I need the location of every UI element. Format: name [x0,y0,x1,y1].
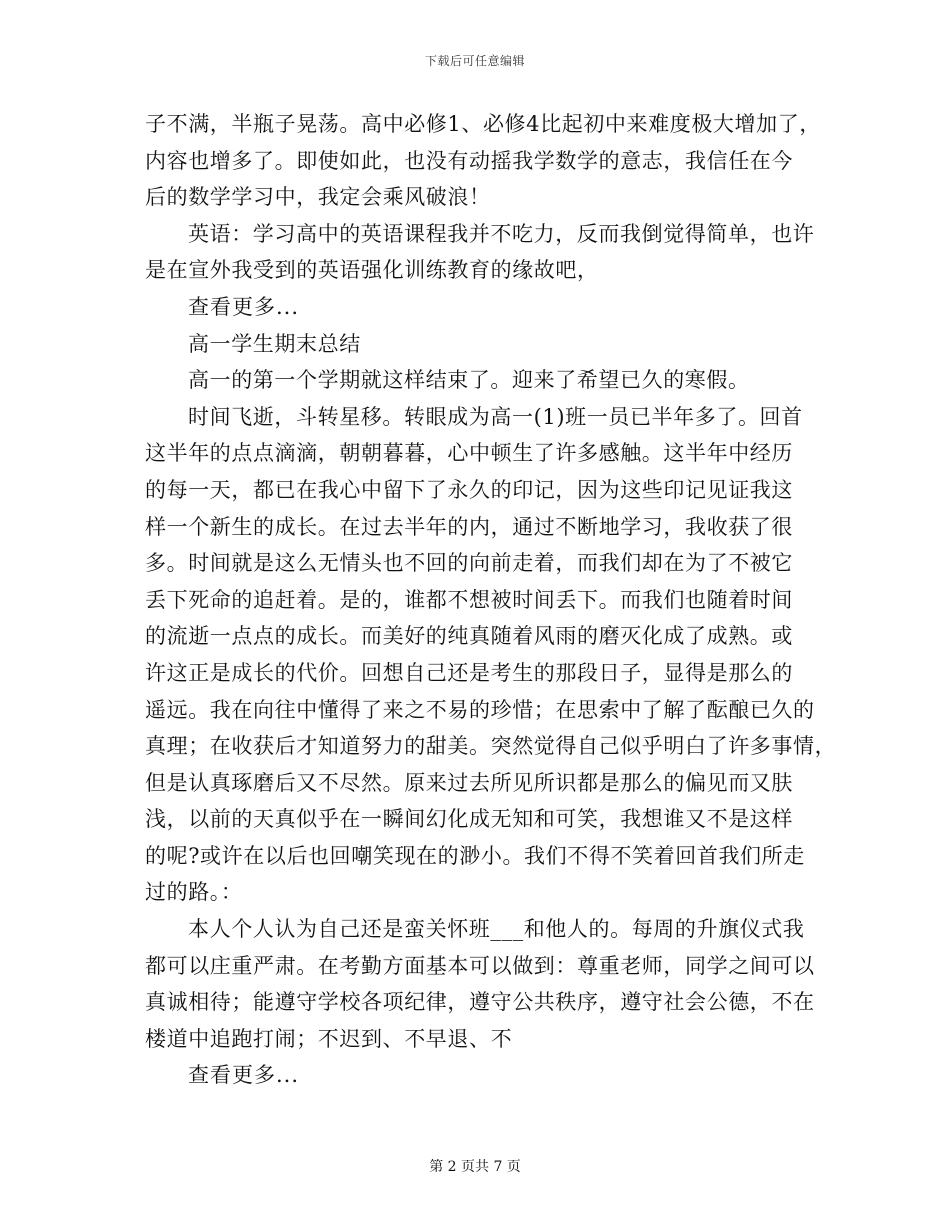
text-line: 楼道中追跑打闹；不迟到、不早退、不 [145,1026,513,1051]
text-line: 许这正是成长的代价。回想自己还是考生的那段日子，显得是那么的 [145,660,793,685]
text-line: 的呢?或许在以后也回嘲笑现在的渺小。我们不得不笑着回首我们所走 [145,843,805,868]
text-line: 样一个新生的成长。在过去半年的内，通过不断地学习，我收获了很 [145,514,793,539]
document-body [145,106,837,1094]
text-line: 内容也增多了。即使如此，也没有动摇我学数学的意志，我信任在今 [145,148,793,173]
text-line: 后的数学学习中，我定会乘风破浪！ [145,185,491,210]
text-line: 遥远。我在向往中懂得了来之不易的珍惜；在思索中了解了酝酿已久的 [145,697,815,722]
page-header: 下载后可任意编辑 [424,54,525,68]
text-line: 但是认真琢磨后又不尽然。原来过去所见所识都是那么的偏见而又肤 [145,770,793,795]
text-line: 英语：学习高中的英语课程我并不吃力，反而我倒觉得简单，也许 [188,221,815,246]
text-line: 都可以庄重严肃。在考勤方面基本可以做到：尊重老师，同学之间可以 [145,953,815,978]
text-line: 这半年的点点滴滴，朝朝暮暮，心中顿生了许多感触。这半年中经历 [145,441,793,466]
text-line: 的每一天，都已在我心中留下了永久的印记，因为这些印记见证我这 [145,477,793,502]
view-more-link[interactable]: 查看更多... [188,294,300,319]
text-line: 高一的第一个学期就这样结束了。迎来了希望已久的寒假。 [188,368,750,393]
view-more-link[interactable]: 查看更多... [188,1063,300,1088]
text-line: 时间飞逝，斗转星移。转眼成为高一(1)班一员已半年多了。回首 [188,404,803,429]
text-line: 丢下死命的追赶着。是的，谁都不想被时间丢下。而我们也随着时间 [145,587,793,612]
text-line: 是在宣外我受到的英语强化训练教育的缘故吧， [145,258,599,283]
text-line: 高一学生期末总结 [188,331,361,356]
text-line: 的流逝一点点的成长。而美好的纯真随着风雨的磨灭化成了成熟。或 [145,624,793,649]
text-line: 子不满，半瓶子晃荡。高中必修1、必修4比起初中来难度极大增加了， [145,112,821,136]
text-line: 真理；在收获后才知道努力的甜美。突然觉得自己似乎明白了许多事情， [145,734,837,759]
text-line: 过的路。： [145,880,243,905]
text-line: 多。时间就是这么无情头也不回的向前走着，而我们却在为了不被它 [145,551,793,576]
text-line: 真诚相待；能遵守学校各项纪律，遵守公共秩序，遵守社会公德，不在 [145,990,815,1015]
text-line: 浅，以前的天真似乎在一瞬间幻化成无知和可笑，我想谁又不是这样 [145,807,793,832]
page-number: 第 2 页共 7 页 [429,1159,521,1175]
text-line: 本人个人认为自己还是蛮关怀班___和他人的。每周的升旗仪式我 [188,917,805,942]
